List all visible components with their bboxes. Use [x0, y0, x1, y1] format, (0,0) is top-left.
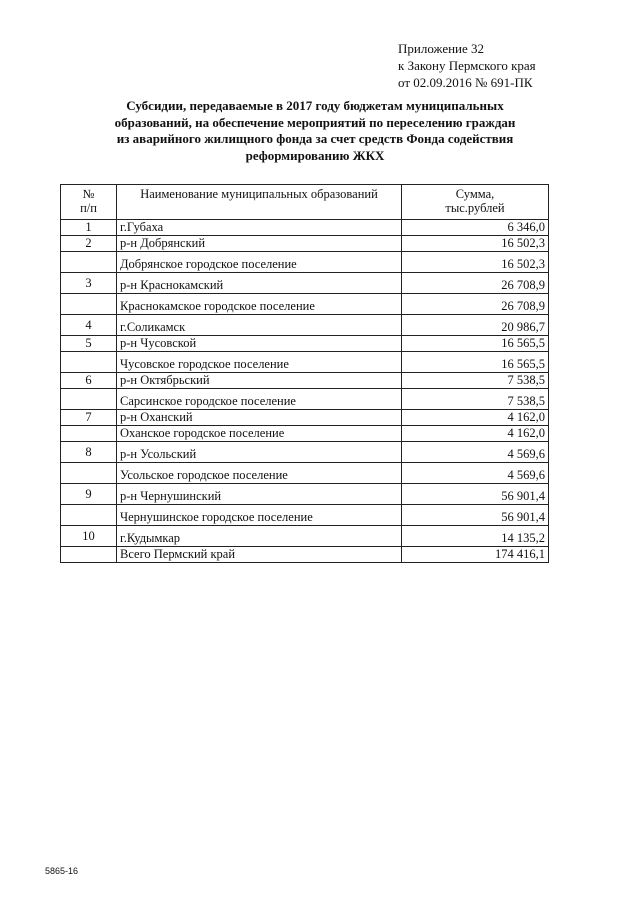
- row-number: 4: [61, 315, 117, 336]
- subsidies-table: [60, 184, 549, 563]
- row-sum: 6 346,0: [402, 220, 549, 236]
- row-number: [61, 505, 117, 526]
- row-number: 5: [61, 336, 117, 352]
- header-name: Наименование муниципальных образований: [117, 185, 402, 220]
- row-name: г.Кудымкар: [117, 526, 402, 547]
- row-sum: 4 569,6: [402, 442, 549, 463]
- table-row: [61, 236, 549, 252]
- row-sum: 26 708,9: [402, 294, 549, 315]
- row-name: Краснокамское городское поселение: [117, 294, 402, 315]
- header-number: [61, 185, 117, 220]
- row-number: [61, 389, 117, 410]
- row-name: р-н Октябрьский: [117, 373, 402, 389]
- appendix-line-3: от 02.09.2016 № 691-ПК: [398, 75, 533, 90]
- row-name: р-н Оханский: [117, 410, 402, 426]
- row-sum: 16 565,5: [402, 352, 549, 373]
- row-sum: 56 901,4: [402, 505, 549, 526]
- row-name: Оханское городское поселение: [117, 426, 402, 442]
- row-number: 7: [61, 410, 117, 426]
- document-number: 5865-16: [45, 866, 79, 876]
- row-name: р-н Добрянский: [117, 236, 402, 252]
- table-row: [61, 410, 549, 426]
- table-row: [61, 373, 549, 389]
- row-name: Сарсинское городское поселение: [117, 389, 402, 410]
- row-sum: 7 538,5: [402, 389, 549, 410]
- row-number: [61, 252, 117, 273]
- table-row: [61, 426, 549, 442]
- title-line-2: образований, на обеспечение мероприятий по переселению граждан: [114, 114, 516, 130]
- row-sum: 14 135,2: [402, 526, 549, 547]
- row-name: Усольское городское поселение: [117, 463, 402, 484]
- appendix-line-1: Приложение 32: [398, 41, 485, 56]
- row-number: 9: [61, 484, 117, 505]
- table-row: [61, 505, 549, 526]
- row-name: г.Соликамск: [117, 315, 402, 336]
- row-sum: 4 162,0: [402, 426, 549, 442]
- header-sum-line-1: Сумма,: [455, 187, 495, 201]
- row-name: р-н Чусовской: [117, 336, 402, 352]
- row-number: 1: [61, 220, 117, 236]
- table-header-row: [61, 185, 549, 220]
- header-number-line-1: №: [82, 187, 95, 201]
- row-sum: 16 502,3: [402, 236, 549, 252]
- document-title: [80, 98, 550, 164]
- table-row: [61, 336, 549, 352]
- row-number: 3: [61, 273, 117, 294]
- row-name: г.Губаха: [117, 220, 402, 236]
- row-number: [61, 426, 117, 442]
- row-number: [61, 463, 117, 484]
- row-sum: 4 569,6: [402, 463, 549, 484]
- table-row: [61, 294, 549, 315]
- table-row: [61, 352, 549, 373]
- row-number: 6: [61, 373, 117, 389]
- header-sum: [402, 185, 549, 220]
- row-name: р-н Краснокамский: [117, 273, 402, 294]
- row-number: [61, 352, 117, 373]
- row-name: Всего Пермский край: [117, 547, 402, 563]
- table-row: [61, 220, 549, 236]
- table-total-row: [61, 547, 549, 563]
- table-row: [61, 273, 549, 294]
- row-sum: 174 416,1: [402, 547, 549, 563]
- row-number: 10: [61, 526, 117, 547]
- row-sum: 56 901,4: [402, 484, 549, 505]
- header-sum-line-2: тыс.рублей: [445, 201, 505, 215]
- row-number: [61, 294, 117, 315]
- row-sum: 4 162,0: [402, 410, 549, 426]
- row-sum: 7 538,5: [402, 373, 549, 389]
- table-row: [61, 389, 549, 410]
- row-sum: 26 708,9: [402, 273, 549, 294]
- table-row: [61, 252, 549, 273]
- row-sum: 20 986,7: [402, 315, 549, 336]
- table-row: [61, 526, 549, 547]
- title-line-4: реформированию ЖКХ: [245, 147, 385, 163]
- appendix-line-2: к Закону Пермского края: [398, 58, 536, 73]
- header-number-line-2: п/п: [80, 201, 97, 215]
- table-row: [61, 442, 549, 463]
- row-number: [61, 547, 117, 563]
- row-name: Чернушинское городское поселение: [117, 505, 402, 526]
- table-row: [61, 484, 549, 505]
- row-name: р-н Чернушинский: [117, 484, 402, 505]
- title-line-1: Субсидии, передаваемые в 2017 году бюджетам муниципальных: [126, 98, 504, 113]
- row-name: Добрянское городское поселение: [117, 252, 402, 273]
- table-row: [61, 463, 549, 484]
- table-row: [61, 315, 549, 336]
- row-sum: 16 502,3: [402, 252, 549, 273]
- row-number: 8: [61, 442, 117, 463]
- row-number: 2: [61, 236, 117, 252]
- title-line-3: из аварийного жилищного фонда за счет средств Фонда содействия: [116, 131, 514, 146]
- row-name: Чусовское городское поселение: [117, 352, 402, 373]
- row-name: р-н Усольский: [117, 442, 402, 463]
- appendix-note: [398, 40, 598, 91]
- row-sum: 16 565,5: [402, 336, 549, 352]
